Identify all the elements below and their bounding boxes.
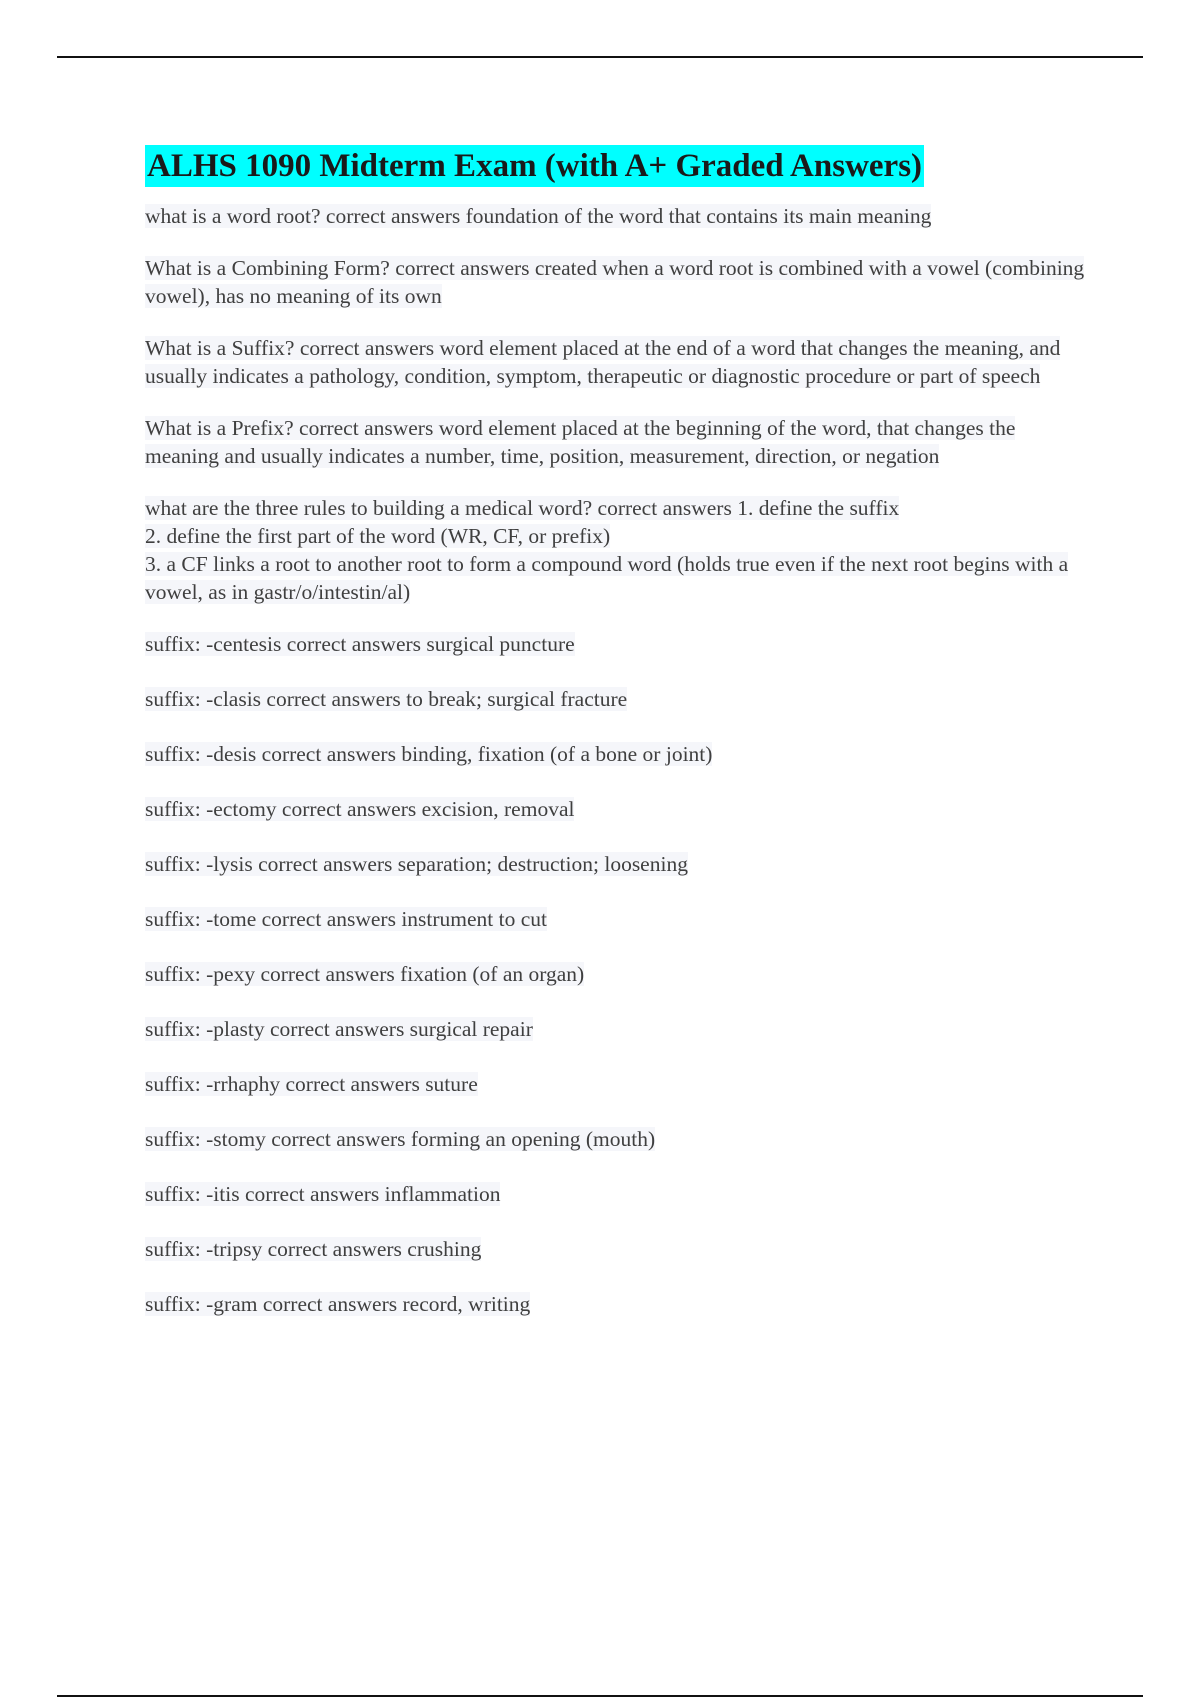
suffix-item <box>145 850 1085 878</box>
rules-item <box>145 494 1085 606</box>
suffix-text: suffix: -plasty correct answers surgical repair <box>145 1017 533 1041</box>
suffix-text: suffix: -ectomy correct answers excision, removal <box>145 797 575 821</box>
definition-text: What is a Combining Form? correct answers created when a word root is combined with a vowel (combining vowel), has no meaning of its own <box>145 256 1085 308</box>
suffix-text: suffix: -lysis correct answers separation; destruction; loosening <box>145 852 688 876</box>
definition-text: What is a Suffix? correct answers word element placed at the end of a word that changes the meaning, and usually indicates a pathology, condition, symptom, therapeutic or diagnostic procedure or part of speech <box>145 336 1061 388</box>
suffix-text: suffix: -gram correct answers record, writing <box>145 1292 531 1316</box>
suffix-text: suffix: -pexy correct answers fixation (of an organ) <box>145 962 585 986</box>
suffix-item <box>145 1125 1085 1153</box>
suffix-item <box>145 1290 1085 1318</box>
suffix-item <box>145 905 1085 933</box>
definition-item <box>145 334 1085 390</box>
suffix-item <box>145 630 1085 658</box>
suffix-item <box>145 740 1085 768</box>
top-divider <box>57 56 1143 58</box>
rules-line <box>145 494 1085 522</box>
suffix-item <box>145 1235 1085 1263</box>
definition-item <box>145 414 1085 470</box>
suffix-text: suffix: -tome correct answers instrument to cut <box>145 907 548 931</box>
suffix-item <box>145 795 1085 823</box>
suffix-item <box>145 960 1085 988</box>
suffix-text: suffix: -stomy correct answers forming an opening (mouth) <box>145 1127 656 1151</box>
suffix-item <box>145 685 1085 713</box>
suffix-text: suffix: -itis correct answers inflammation <box>145 1182 501 1206</box>
suffix-item <box>145 1015 1085 1043</box>
rules-line-text: what are the three rules to building a medical word? correct answers 1. define the suffix <box>145 496 900 520</box>
suffix-text: suffix: -desis correct answers binding, fixation (of a bone or joint) <box>145 742 713 766</box>
document-body <box>145 145 1085 1345</box>
suffix-text: suffix: -clasis correct answers to break; surgical fracture <box>145 687 628 711</box>
definition-item <box>145 254 1085 310</box>
rules-line-text: 2. define the first part of the word (WR, CF, or prefix) <box>145 524 611 548</box>
definition-text: What is a Prefix? correct answers word element placed at the beginning of the word, that changes the meaning and usually indicates a number, time, position, measurement, direction, or negation <box>145 416 1016 468</box>
bottom-divider <box>57 1695 1143 1697</box>
suffix-item <box>145 1070 1085 1098</box>
suffix-item <box>145 1180 1085 1208</box>
suffix-text: suffix: -rrhaphy correct answers suture <box>145 1072 478 1096</box>
definition-text: what is a word root? correct answers foundation of the word that contains its main meaning <box>145 204 932 228</box>
definition-item <box>145 202 1085 230</box>
suffix-text: suffix: -centesis correct answers surgical puncture <box>145 632 575 656</box>
suffix-text: suffix: -tripsy correct answers crushing <box>145 1237 482 1261</box>
rules-line <box>145 522 1085 550</box>
rules-line <box>145 550 1085 606</box>
document-title: ALHS 1090 Midterm Exam (with A+ Graded Answers) <box>145 145 924 187</box>
rules-line-text: 3. a CF links a root to another root to form a compound word (holds true even if the next root begins with a vowel, as in gastr/o/intestin/al) <box>145 552 1069 604</box>
